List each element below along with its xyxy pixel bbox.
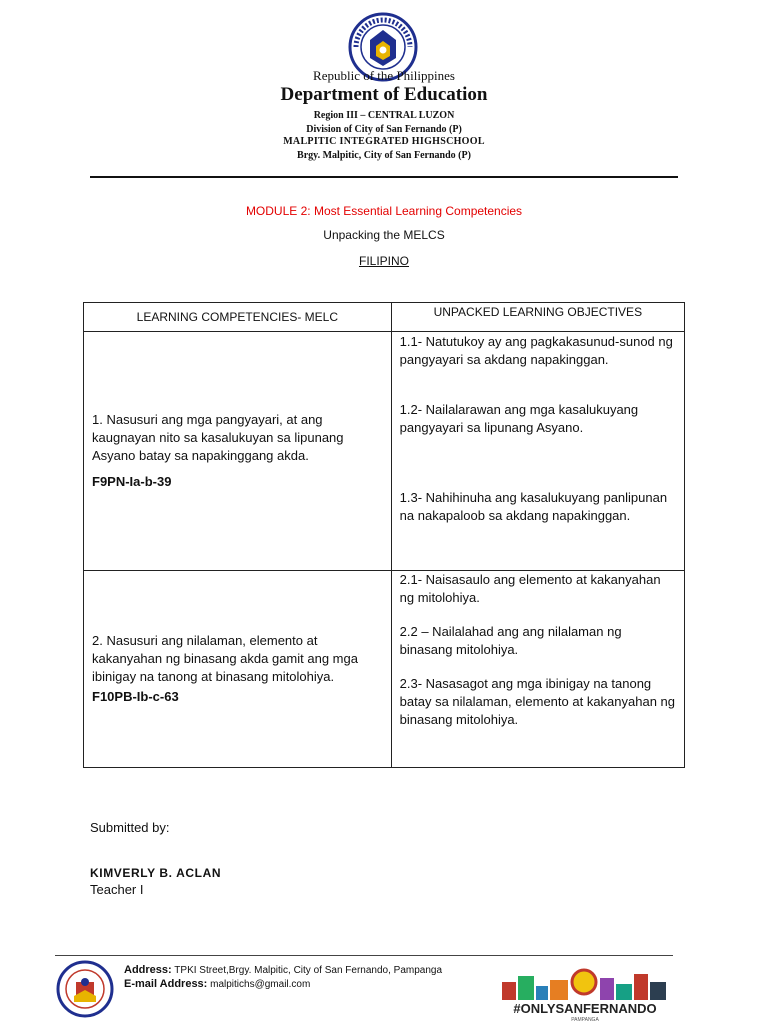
objective-item: 1.3- Nahihinuha ang kasalukuyang panlipunan na nakapaloob sa akdang napakinggan. — [399, 490, 668, 523]
table-header-row — [84, 303, 685, 332]
town-logo-subtext: PAMPANGA — [571, 1017, 599, 1022]
school-seal-logo — [56, 960, 114, 1018]
competency-text: 1. Nasusuri ang mga pangyayari, at ang kaugnayan nito sa kasalukuyan sa lipunang Asyano batay sa napakinggang akda. — [92, 412, 344, 463]
objectives-cell — [391, 332, 684, 571]
subject-title: FILIPINO — [358, 254, 409, 268]
email-value: malpitichs@gmail.com — [210, 979, 311, 990]
competency-cell — [84, 571, 392, 768]
competency-code: F10PB-Ib-c-63 — [92, 689, 179, 704]
module-title: MODULE 2: Most Essential Learning Competencies — [245, 204, 523, 218]
submitted-by-label: Submitted by: — [90, 820, 170, 835]
school-address: Brgy. Malpitic, City of San Fernando (P) — [297, 150, 471, 161]
town-logo-text: #ONLYSANFERNANDO — [513, 1001, 657, 1016]
header-competencies: LEARNING COMPETENCIES- MELC — [84, 303, 392, 332]
footer-divider — [55, 955, 673, 956]
footer-email — [124, 978, 310, 990]
header-divider — [90, 176, 678, 178]
school-name: MALPITIC INTEGRATED HIGHSCHOOL — [283, 136, 485, 147]
table-row — [84, 571, 685, 768]
competency-code: F9PN-Ia-b-39 — [92, 474, 172, 489]
objective-item: 2.3- Nasasagot ang mga ibinigay na tanong batay sa nilalaman, elemento at kakanyahan ng binasang mitolohiya. — [399, 676, 676, 727]
table-row — [84, 332, 685, 571]
only-san-fernando-logo — [500, 962, 670, 1022]
objective-item: 1.2- Nailalarawan ang mga kasalukuyang pangyayari sa lipunang Asyano. — [399, 402, 639, 435]
division-line: Division of City of San Fernando (P) — [306, 124, 462, 135]
competency-cell — [84, 332, 392, 571]
objective-item: 1.1- Natutukoy ay ang pagkakasunud-sunod ng pangyayari sa akdang napakinggan. — [399, 334, 673, 367]
footer-address — [124, 964, 442, 976]
republic-line: Republic of the Philippines — [313, 68, 455, 83]
address-label: Address: — [124, 964, 172, 976]
header-objectives: UNPACKED LEARNING OBJECTIVES — [391, 303, 684, 332]
objective-item: 2.2 – Nailalahad ang ang nilalaman ng binasang mitolohiya. — [399, 624, 622, 657]
objective-item: 2.1- Naisasaulo ang elemento at kakanyahan ng mitolohiya. — [399, 572, 661, 605]
department-name: Department of Education — [280, 84, 488, 105]
unpacking-title: Unpacking the MELCS — [323, 228, 445, 242]
email-label: E-mail Address: — [124, 978, 208, 990]
address-value: TPKI Street,Brgy. Malpitic, City of San Fernando, Pampanga — [174, 965, 443, 976]
region-line: Region III – CENTRAL LUZON — [313, 110, 455, 121]
teacher-position: Teacher I — [90, 882, 144, 897]
melc-table — [83, 302, 685, 768]
competency-text: 2. Nasusuri ang nilalaman, elemento at kakanyahan ng binasang akda gamit ang mga ibinigay na tanong at binasang mitolohiya. — [92, 633, 358, 684]
teacher-name: KIMVERLY B. ACLAN — [90, 866, 222, 880]
objectives-cell — [391, 571, 684, 768]
